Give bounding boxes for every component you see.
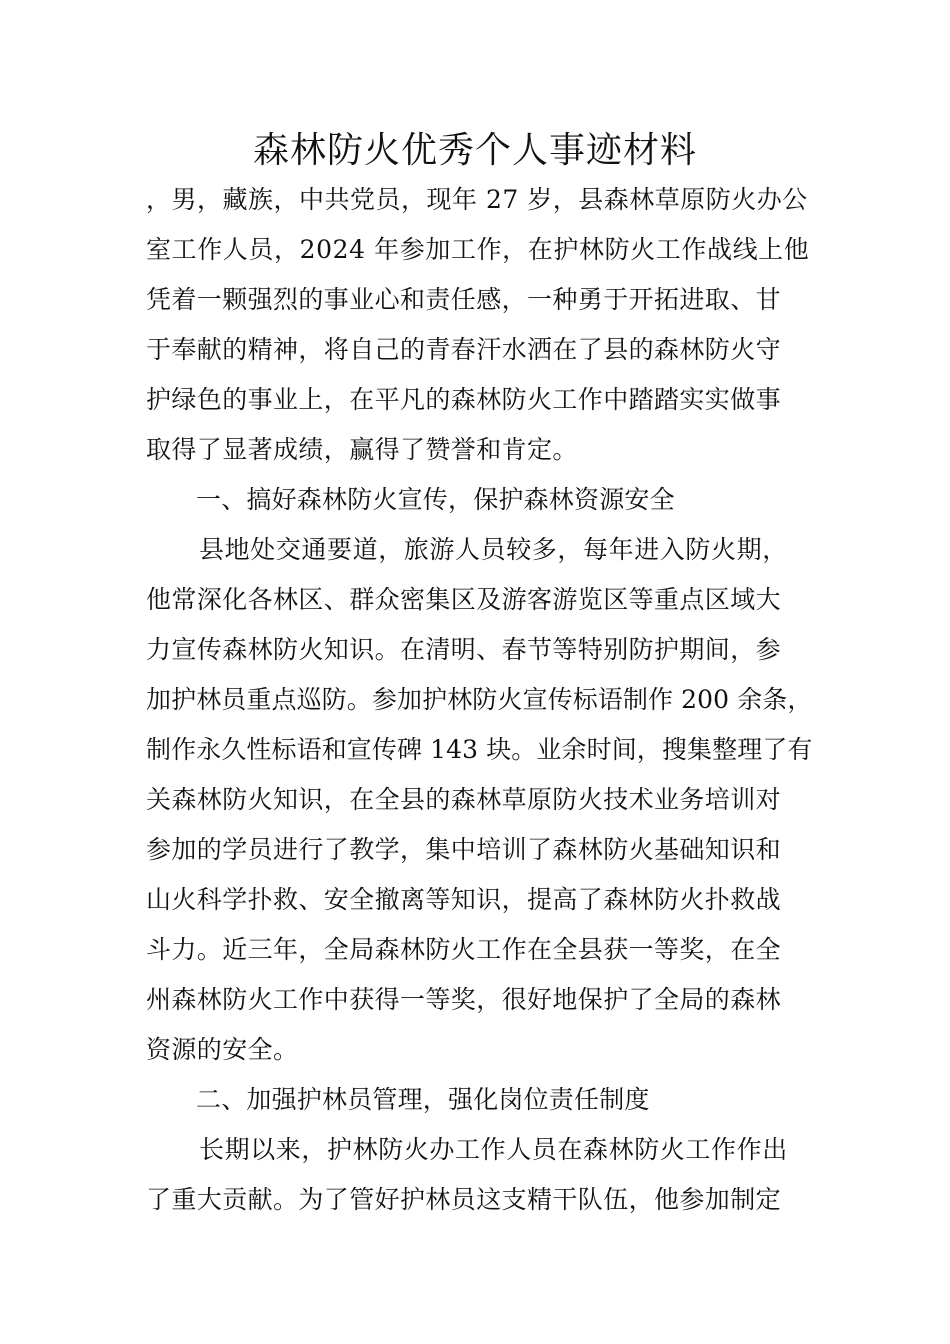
body-text-line: 关森林防火知识，在全县的森林草原防火技术业务培训对 [146,785,782,814]
body-text-line: 长期以来，护林防火办工作人员在森林防火工作作出 [199,1135,788,1164]
body-text-line: 力宣传森林防火知识。在清明、春节等特别防护期间，参 [146,635,782,664]
body-text-line: ，男，藏族，中共党员，现年 27 岁，县森林草原防火办公 [146,185,808,214]
body-text-line: 斗力。近三年，全局森林防火工作在全县获一等奖，在全 [146,935,782,964]
body-text-line: 他常深化各林区、群众密集区及游客游览区等重点区域大 [146,585,782,614]
body-text-line: 资源的安全。 [146,1035,299,1064]
document-title: 森林防火优秀个人事迹材料 [252,130,697,171]
body-text-line: 室工作人员，2024 年参加工作，在护林防火工作战线上他 [146,235,810,264]
body-text-line: 制作永久性标语和宣传碑 143 块。业余时间，搜集整理了有 [146,735,813,764]
body-text-line: 参加的学员进行了教学，集中培训了森林防火基础知识和 [146,835,782,864]
body-text-line: 州森林防火工作中获得一等奖，很好地保护了全局的森林 [146,985,782,1014]
body-text-line: 取得了显著成绩，赢得了赞誉和肯定。 [146,435,578,464]
body-text-line: 了重大贡献。为了管好护林员这支精干队伍，他参加制定 [146,1185,782,1214]
body-text-line: 凭着一颗强烈的事业心和责任感，一种勇于开拓进取、甘 [146,285,782,314]
body-text-line: 山火科学扑救、安全撤离等知识，提高了森林防火扑救战 [146,885,782,914]
body-text-line: 二、加强护林员管理，强化岗位责任制度 [196,1085,650,1114]
body-text-line: 于奉献的精神，将自己的青春汗水洒在了县的森林防火守 [146,335,782,364]
body-text-line: 护绿色的事业上，在平凡的森林防火工作中踏踏实实做事 [146,385,782,414]
body-text-line: 加护林员重点巡防。参加护林防火宣传标语制作 200 余条， [146,685,813,714]
body-text-line: 一、搞好森林防火宣传，保护森林资源安全 [196,485,675,514]
body-text-line: 县地处交通要道，旅游人员较多，每年进入防火期， [199,535,788,564]
